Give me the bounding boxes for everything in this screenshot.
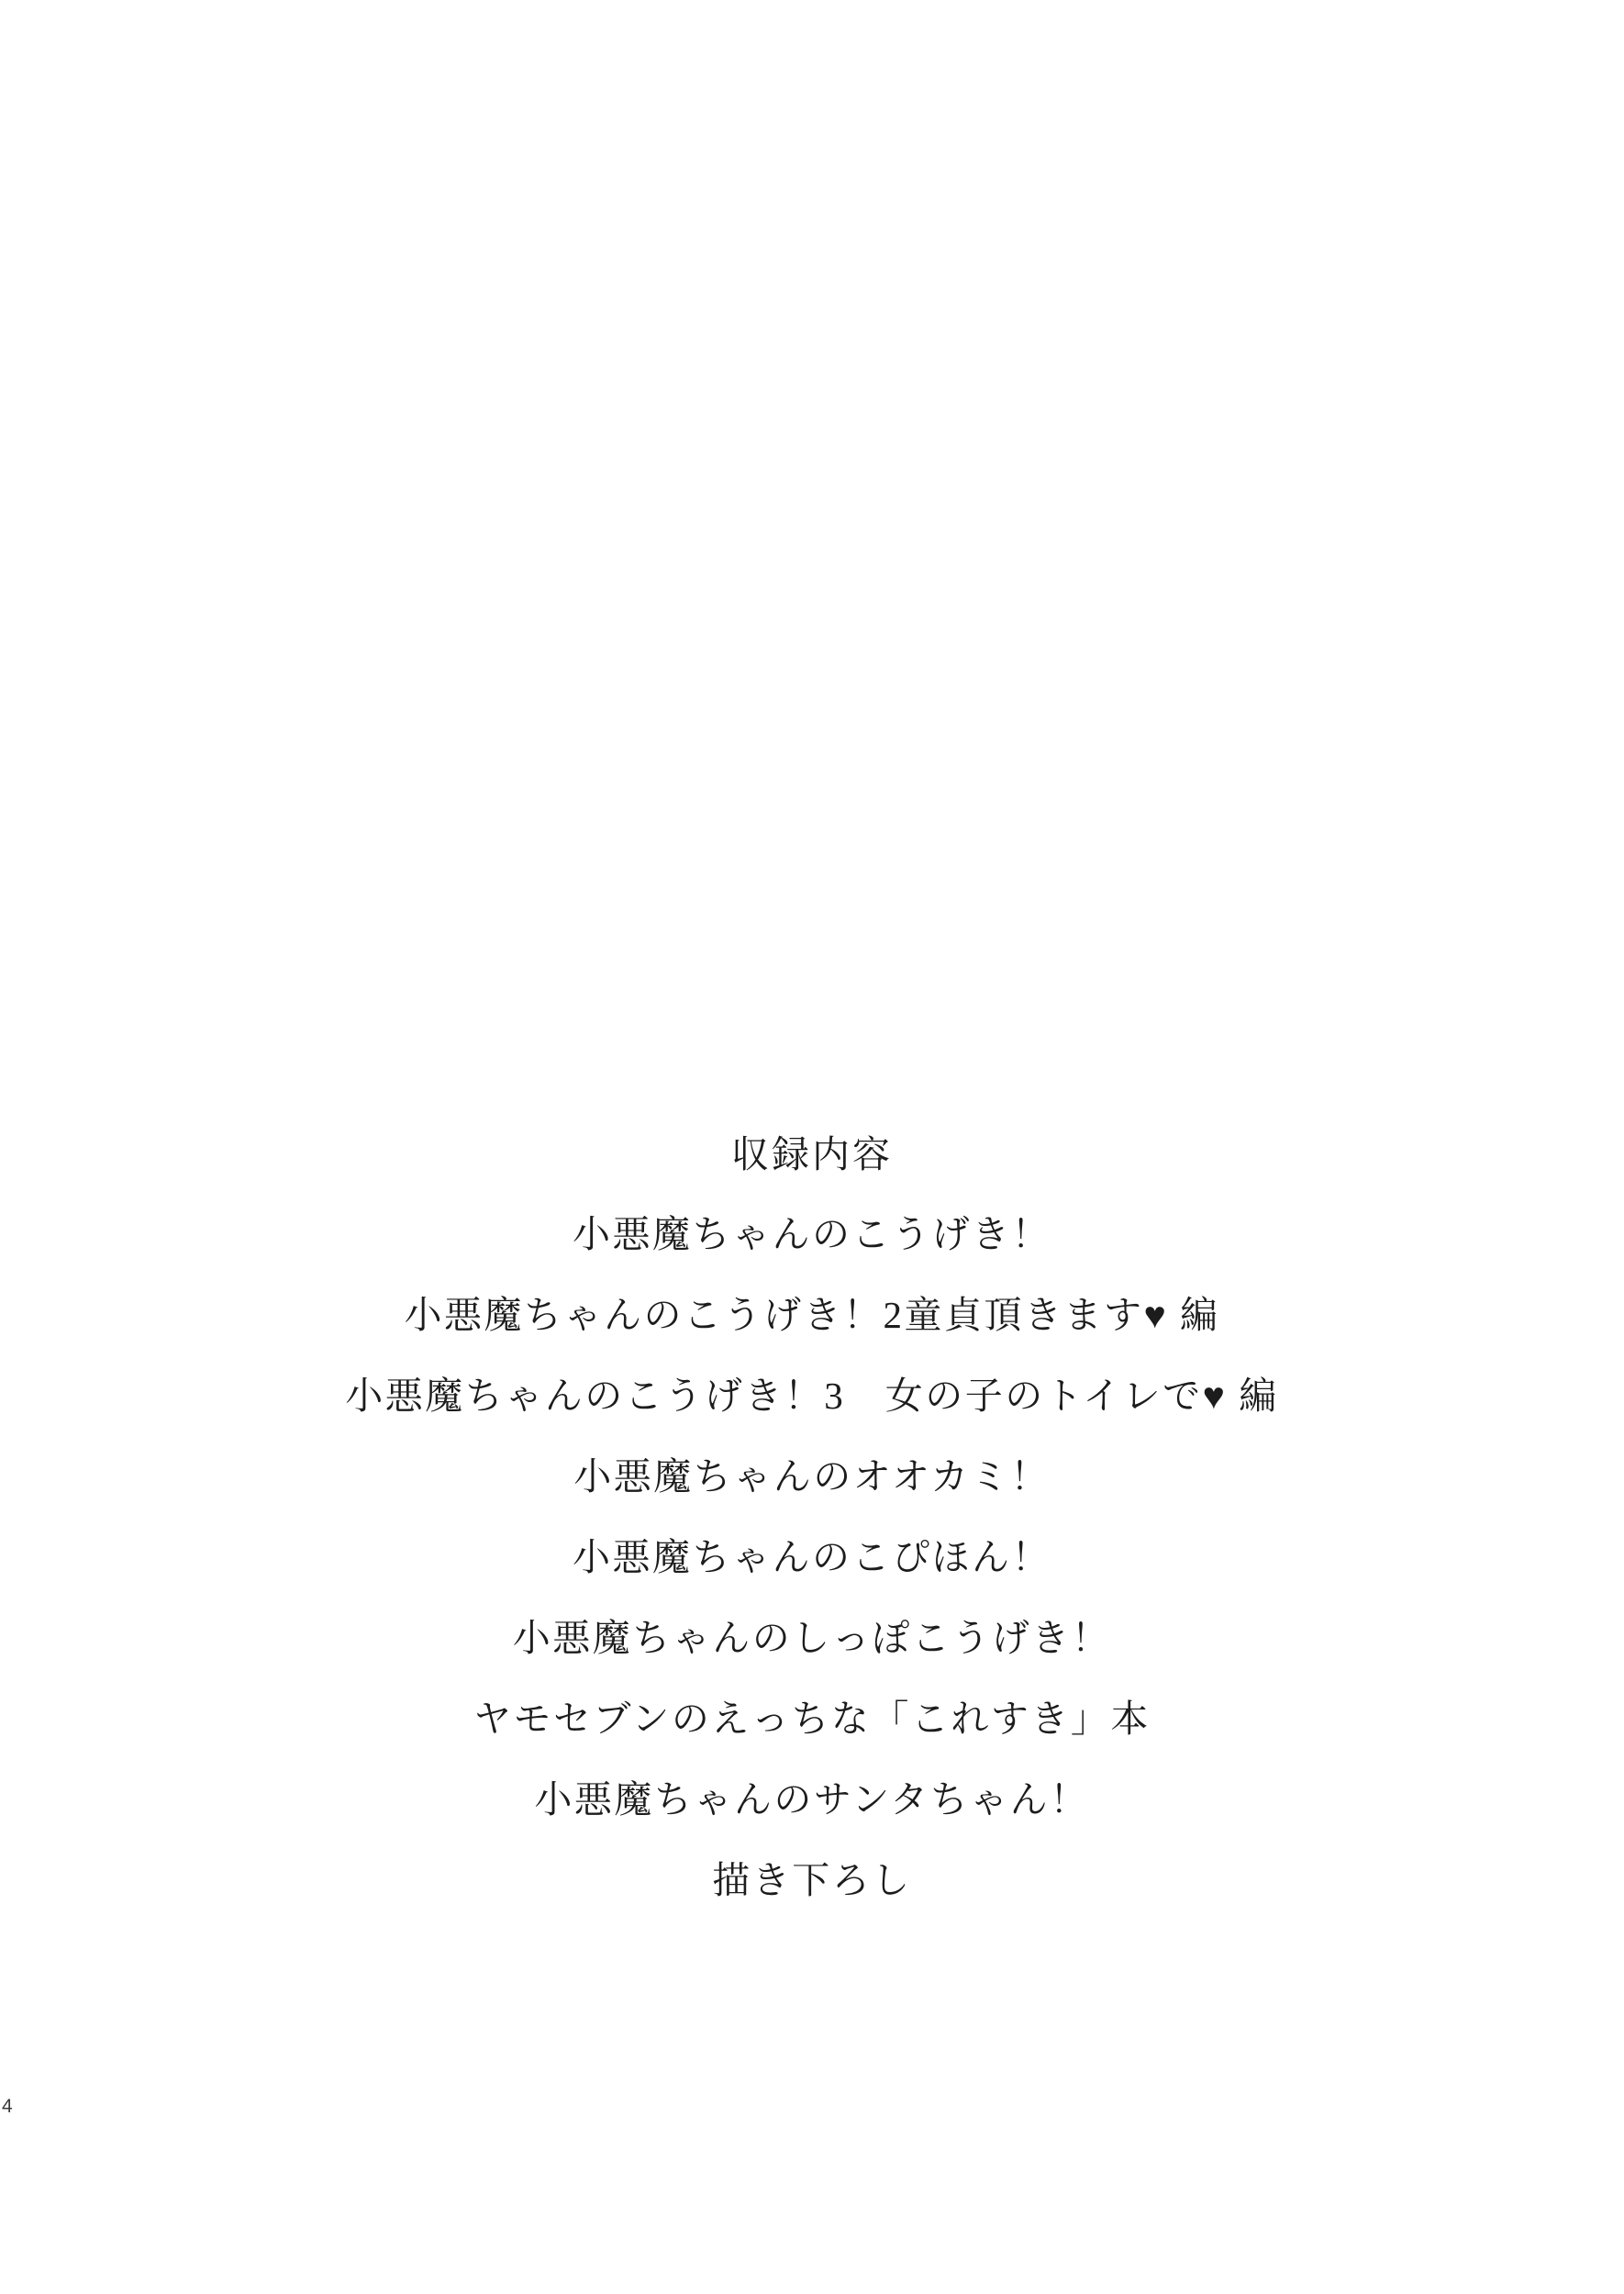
page-number: 4 (2, 2096, 13, 2117)
list-item: 小悪魔ちゃんのしっぽこうげき！ (512, 1617, 1112, 1659)
list-item: 小悪魔ちゃんのこうげき！ (573, 1213, 1051, 1255)
contents-heading: 収録内容 (731, 1133, 893, 1175)
list-item: 描き下ろし (712, 1859, 912, 1901)
list-item: 小悪魔ちゃんのこぴほん！ (573, 1536, 1051, 1578)
list-item: 小悪魔ちゃんのオオカミ！ (573, 1455, 1051, 1498)
list-item: 小悪魔ちゃんのサンタちゃん！ (534, 1778, 1090, 1821)
list-item: 小悪魔ちゃんのこうげき！2童貞頂きます♥ 編 (404, 1294, 1220, 1336)
list-item: ヤモセブンのえっちな「これすき」本 (473, 1698, 1151, 1740)
table-of-contents (0, 1133, 1624, 1901)
list-item: 小悪魔ちゃんのこうげき！3 女の子のトイレで♥ 編 (345, 1375, 1279, 1417)
contents-list (0, 1213, 1624, 1901)
